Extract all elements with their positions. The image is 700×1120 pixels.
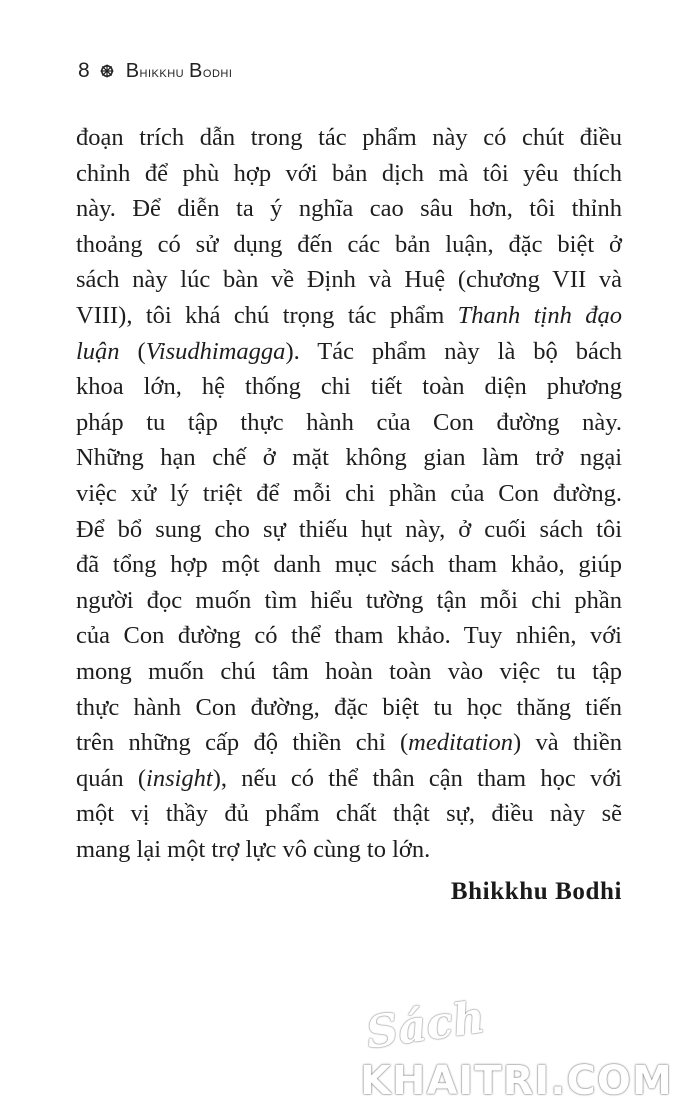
text-line: này. Để diễn ta ý nghĩa cao sâu hơn, tôi thỉnh	[76, 195, 622, 223]
text-line: mong muốn chú tâm hoàn toàn vào việc tu tập	[76, 657, 622, 685]
watermark-brand: KHAITRI.COM	[360, 1058, 673, 1104]
text-line: chỉnh để phù hợp với bản dịch mà tôi yêu thích	[76, 159, 622, 187]
text-line: người đọc muốn tìm hiểu tường tận mỗi chi phần	[76, 586, 622, 614]
text-line: mang lại một trợ lực vô cùng to lớn.	[76, 835, 431, 863]
text-line: luận (Visudhimagga). Tác phẩm này là bộ bách	[76, 337, 622, 365]
text-line: Để bổ sung cho sự thiếu hụt này, ở cuối sách tôi	[76, 515, 622, 543]
term-italic: insight	[146, 764, 213, 792]
text-line: thoảng có sử dụng đến các bản luận, đặc biệt ở	[76, 230, 622, 258]
text-line: quán (insight), nếu có thể thân cận tham học với	[76, 764, 622, 792]
text-line: VIII), tôi khá chú trọng tác phẩm Thanh tịnh đạo	[76, 301, 622, 329]
text-line: sách này lúc bàn về Định và Huệ (chương VII và	[76, 266, 622, 294]
book-title-italic: luận	[76, 337, 120, 365]
text-line: việc xử lý triệt để mỗi chi phần của Con đường.	[76, 479, 622, 507]
dharma-wheel-icon	[100, 64, 114, 78]
text-line: pháp tu tập thực hành của Con đường này.	[76, 408, 622, 436]
text-line: của Con đường có thể tham khảo. Tuy nhiên, với	[76, 622, 622, 650]
text-line: khoa lớn, hệ thống chi tiết toàn diện phương	[76, 373, 622, 401]
page-header	[78, 58, 232, 84]
body-paragraph	[76, 120, 622, 867]
text-line: đoạn trích dẫn trong tác phẩm này có chút điều	[76, 124, 622, 151]
pali-title-italic: Visudhimagga	[145, 337, 286, 365]
author-signature: Bhikkhu Bodhi	[450, 878, 622, 905]
text-line: trên những cấp độ thiền chỉ (meditation) và thiền	[76, 729, 622, 757]
text-line: Những hạn chế ở mặt không gian làm trở ngại	[76, 444, 622, 472]
watermark-logo	[360, 991, 690, 1110]
term-italic: meditation	[408, 729, 513, 757]
text-line: đã tổng hợp một danh mục sách tham khảo, giúp	[76, 551, 622, 579]
running-head: Bhikkhu Bodhi	[125, 59, 233, 82]
text-line: thực hành Con đường, đặc biệt tu học thăng tiến	[76, 693, 622, 721]
book-title-italic: Thanh tịnh đạo	[457, 301, 622, 329]
text-line: một vị thầy đủ phẩm chất thật sự, điều này sẽ	[76, 800, 622, 828]
watermark-script: Sách	[363, 991, 489, 1060]
page-number: 8	[78, 59, 90, 82]
